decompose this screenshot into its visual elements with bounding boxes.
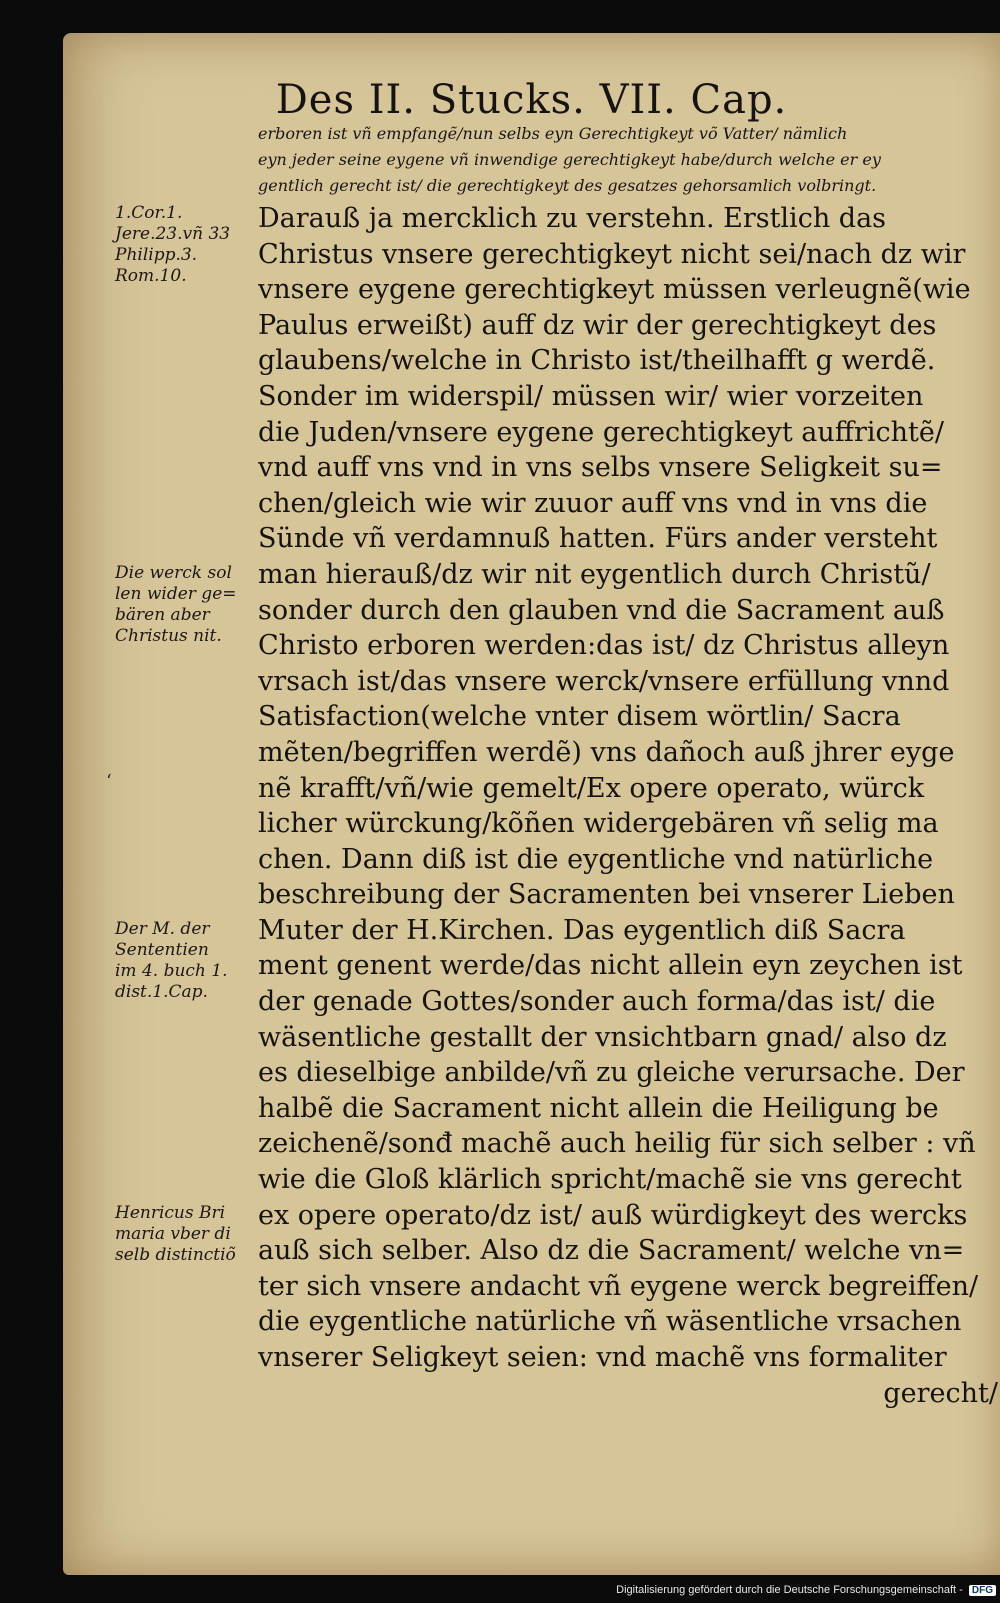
margin-note-line: Christus nit. [115, 626, 222, 646]
digitization-footer [596, 1584, 996, 1600]
text-line: ment genent werde/das nicht allein eyn zeychen ist [258, 950, 963, 982]
text-line: zeichenẽ/sonđ machẽ auch heilig für sich selber : vñ [258, 1128, 976, 1160]
text-line: nẽ krafft/vñ/wie gemelt/Ex opere operato, würck [258, 772, 925, 804]
text-line: chen. Dann diß ist die eygentliche vnd natürliche [258, 843, 934, 875]
text-line: vnsere eygene gerechtigkeyt müssen verleugnẽ(wie [258, 274, 971, 306]
margin-note-line: 1.Cor.1. [115, 203, 183, 223]
catchword: gerecht/ [883, 1377, 998, 1409]
text-line: sonder durch den glauben vnd die Sacrament auß [258, 594, 945, 626]
text-line: wäsentliche gestallt der vnsichtbarn gnad/ also dz [258, 1021, 947, 1053]
margin-note-sententien [115, 919, 260, 1003]
running-header: Des II. Stucks. VII. Cap. [275, 77, 788, 123]
text-line: vnd auff vns vnd in vns selbs vnsere Seligkeit su= [258, 452, 943, 484]
margin-note-works [115, 563, 260, 647]
margin-note-henricus [115, 1203, 260, 1266]
text-line: wie die Gloß klärlich spricht/machẽ sie vns gerecht [258, 1164, 962, 1196]
margin-note-line: Der M. der [115, 919, 210, 939]
text-line: Satisfaction(welche vnter disem wörtlin/ Sacra [258, 701, 901, 733]
text-line: vnserer Seligkeyt seien: vnd machẽ vns formaliter [258, 1342, 947, 1373]
main-text-block [258, 201, 998, 1411]
margin-note-line: im 4. buch 1. [115, 961, 228, 981]
text-line: die eygentliche natürliche vñ wäsentliche vrsachen [258, 1306, 962, 1338]
text-line: licher würckung/kõñen widergebären vñ selig ma [258, 808, 939, 840]
text-line: vrsach ist/das vnsere werck/vnsere erfüllung vnnd [258, 665, 950, 697]
margin-note-line: Philipp.3. [115, 245, 198, 265]
margin-note-line: len wider ge= [115, 584, 237, 604]
text-line: Darauß ja mercklich zu verstehn. Erstlich das [258, 203, 887, 234]
text-line: auß sich selber. Also dz die Sacrament/ welche vn= [258, 1235, 965, 1267]
stray-ink-mark: ʻ [106, 771, 112, 792]
footer-text: Digitalisierung gefördert durch die Deutsche Forschungsgemeinschaft - [616, 1584, 963, 1596]
text-line: chen/gleich wie wir zuuor auff vns vnd in vns die [258, 487, 928, 519]
text-line: beschreibung der Sacramenten bei vnserer Lieben [258, 879, 955, 911]
margin-note-line: bären aber [115, 605, 210, 625]
text-line: der genade Gottes/sonder auch forma/das ist/ die [258, 986, 936, 1018]
text-line: ex opere operato/dz ist/ auß würdigkeyt des wercks [258, 1199, 968, 1231]
margin-note-line: Jere.23.vñ 33 [115, 224, 231, 244]
margin-note-line: maria vber di [115, 1224, 231, 1244]
text-line: man hierauß/dz wir nit eygentlich durch Christũ/ [258, 558, 931, 590]
text-line: glaubens/welche in Christo ist/theilhafft g werdẽ. [258, 345, 936, 377]
margin-note-line: Die werck sol [115, 563, 232, 583]
text-line: Sünde vñ verdamnuß hatten. Fürs ander versteht [258, 523, 938, 555]
margin-note-line: Henricus Bri [115, 1203, 226, 1223]
intro-line: gentlich gerecht ist/ die gerechtigkeyt des gesatzes gehorsamlich volbringt. [258, 176, 877, 195]
text-line: es dieselbige anbilde/vñ zu gleiche verursache. Der [258, 1057, 965, 1089]
text-line: die Juden/vnsere eygene gerechtigkeyt auffrichtẽ/ [258, 416, 944, 448]
margin-note-references [115, 203, 260, 287]
text-line: mẽten/begriffen werdẽ) vns dañoch auß jhrer eyge [258, 736, 955, 768]
margin-note-line: Rom.10. [115, 266, 187, 286]
margin-note-line: dist.1.Cap. [115, 982, 208, 1002]
text-line: Sonder im widerspil/ müssen wir/ wier vorzeiten [258, 380, 924, 412]
text-line: Christo erboren werden:das ist/ dz Christus alleyn [258, 630, 950, 662]
margin-note-line: selb distinctiõ [115, 1245, 236, 1265]
book-page [63, 33, 1000, 1575]
margin-note-line: Sententien [115, 940, 209, 960]
text-line: Paulus erweißt) auff dz wir der gerechtigkeyt des [258, 309, 937, 341]
text-line: ter sich vnsere andacht vñ eygene werck begreiffen/ [258, 1270, 979, 1302]
intro-paragraph [258, 121, 993, 199]
dfg-logo: DFG [969, 1585, 996, 1596]
intro-line: erboren ist vñ empfangẽ/nun selbs eyn Gerechtigkeyt võ Vatter/ nämlich [258, 124, 848, 143]
intro-line: eyn jeder seine eygene vñ inwendige gerechtigkeyt habe/durch welche er ey [258, 150, 881, 169]
text-line: halbẽ die Sacrament nicht allein die Heiligung be [258, 1092, 939, 1124]
text-line: Muter der H.Kirchen. Das eygentlich diß Sacra [258, 914, 906, 946]
text-line: Christus vnsere gerechtigkeyt nicht sei/nach dz wir [258, 238, 966, 270]
